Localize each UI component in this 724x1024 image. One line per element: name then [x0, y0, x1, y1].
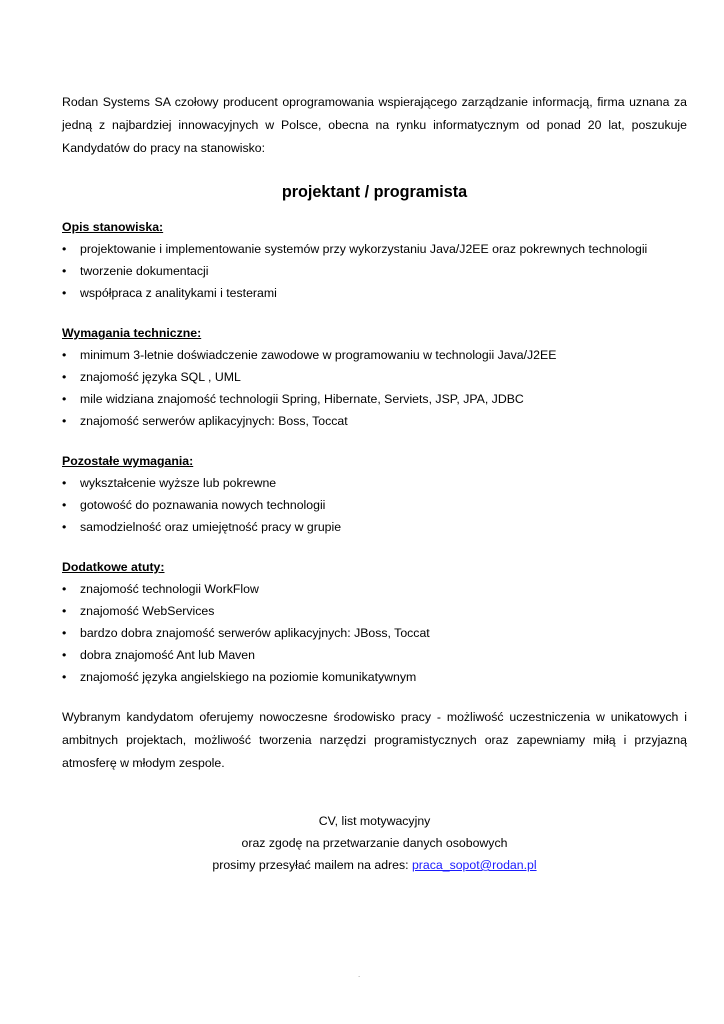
bullet-icon: •: [62, 286, 67, 300]
intro-paragraph: Rodan Systems SA czołowy producent oprogramowania wspierającego zarządzanie informacją, firma uznana za jedną z najbardziej innowacyjnych w Polsce, obecna na rynku informatycznym od ponad 20 lat, poszukuje Kandydatów do pracy na stanowisko:: [62, 95, 687, 155]
list-item-text: dobra znajomość Ant lub Maven: [80, 648, 255, 662]
bullet-icon: •: [62, 498, 67, 512]
list-item-text: gotowość do poznawania nowych technologii: [80, 498, 326, 512]
list-item-text: tworzenie dokumentacji: [80, 264, 209, 278]
bullet-icon: •: [62, 476, 67, 490]
bullet-list: [62, 578, 687, 688]
list-item-text: znajomość języka angielskiego na poziomie komunikatywnym: [80, 670, 417, 684]
application-instructions: [62, 810, 687, 876]
list-item-text: mile widziana znajomość technologii Spring, Hibernate, Serviets, JSP, JPA, JDBC: [80, 392, 524, 406]
bullet-list: [62, 472, 687, 538]
list-item-text: znajomość technologii WorkFlow: [80, 582, 259, 596]
list-item: [62, 666, 687, 688]
list-item-text: bardzo dobra znajomość serwerów aplikacyjnych: JBoss, Toccat: [80, 626, 430, 640]
list-item-text: wykształcenie wyższe lub pokrewne: [80, 476, 277, 490]
bullet-icon: •: [62, 414, 67, 428]
section-wymagania-techniczne: [62, 322, 687, 432]
section-heading: Opis stanowiska:: [62, 220, 164, 234]
section-heading: Pozostałe wymagania:: [62, 454, 194, 468]
list-item: [62, 622, 687, 644]
section-opis-stanowiska: [62, 216, 687, 304]
bullet-icon: •: [62, 582, 67, 596]
footer-send-prefix: prosimy przesyłać mailem na adres:: [212, 858, 412, 872]
list-item-text: współpraca z analitykami i testerami: [80, 286, 277, 300]
list-item: [62, 600, 687, 622]
bullet-list: [62, 238, 687, 304]
bullet-icon: •: [62, 242, 67, 256]
list-item-text: znajomość WebServices: [80, 604, 215, 618]
list-item: [62, 282, 687, 304]
list-item: [62, 516, 687, 538]
footer-line-consent: oraz zgodę na przetwarzanie danych osobowych: [241, 836, 508, 850]
list-item: [62, 344, 687, 366]
bullet-icon: •: [62, 392, 67, 406]
bullet-icon: •: [62, 370, 67, 384]
list-item-text: znajomość języka SQL , UML: [80, 370, 241, 384]
page-mark: .: [358, 970, 361, 979]
list-item: [62, 494, 687, 516]
list-item: [62, 410, 687, 432]
list-item: [62, 472, 687, 494]
section-pozostale-wymagania: [62, 450, 687, 538]
list-item: [62, 578, 687, 600]
section-heading: Wymagania techniczne:: [62, 326, 202, 340]
list-item-text: samodzielność oraz umiejętność pracy w grupie: [80, 520, 342, 534]
section-heading: Dodatkowe atuty:: [62, 560, 165, 574]
footer-line-cv: CV, list motywacyjny: [318, 814, 431, 828]
offer-paragraph: Wybranym kandydatom oferujemy nowoczesne środowisko pracy - możliwość uczestniczenia w unikatowych i ambitnych projektach, możliwość tworzenia narzędzi programistycznych oraz zapewniamy miłą i przyjazną atmosferę w młodym zespole.: [62, 710, 687, 770]
list-item: [62, 388, 687, 410]
list-item-text: projektowanie i implementowanie systemów przy wykorzystaniu Java/J2EE oraz pokrewnych technologii: [80, 242, 648, 256]
footer-line-send: [62, 854, 687, 876]
list-item: [62, 260, 687, 282]
email-link[interactable]: praca_sopot@rodan.pl: [411, 858, 537, 872]
section-dodatkowe-atuty: [62, 556, 687, 688]
bullet-icon: •: [62, 264, 67, 278]
bullet-icon: •: [62, 648, 67, 662]
bullet-list: [62, 344, 687, 432]
bullet-icon: •: [62, 604, 67, 618]
job-title: projektant / programista: [281, 183, 468, 201]
list-item: [62, 238, 687, 260]
bullet-icon: •: [62, 348, 67, 362]
list-item: [62, 366, 687, 388]
bullet-icon: •: [62, 626, 67, 640]
job-posting-document: [62, 91, 687, 876]
list-item-text: znajomość serwerów aplikacyjnych: Boss, Toccat: [80, 414, 348, 428]
bullet-icon: •: [62, 520, 67, 534]
bullet-icon: •: [62, 670, 67, 684]
list-item: [62, 644, 687, 666]
list-item-text: minimum 3-letnie doświadczenie zawodowe w programowaniu w technologii Java/J2EE: [80, 348, 557, 362]
